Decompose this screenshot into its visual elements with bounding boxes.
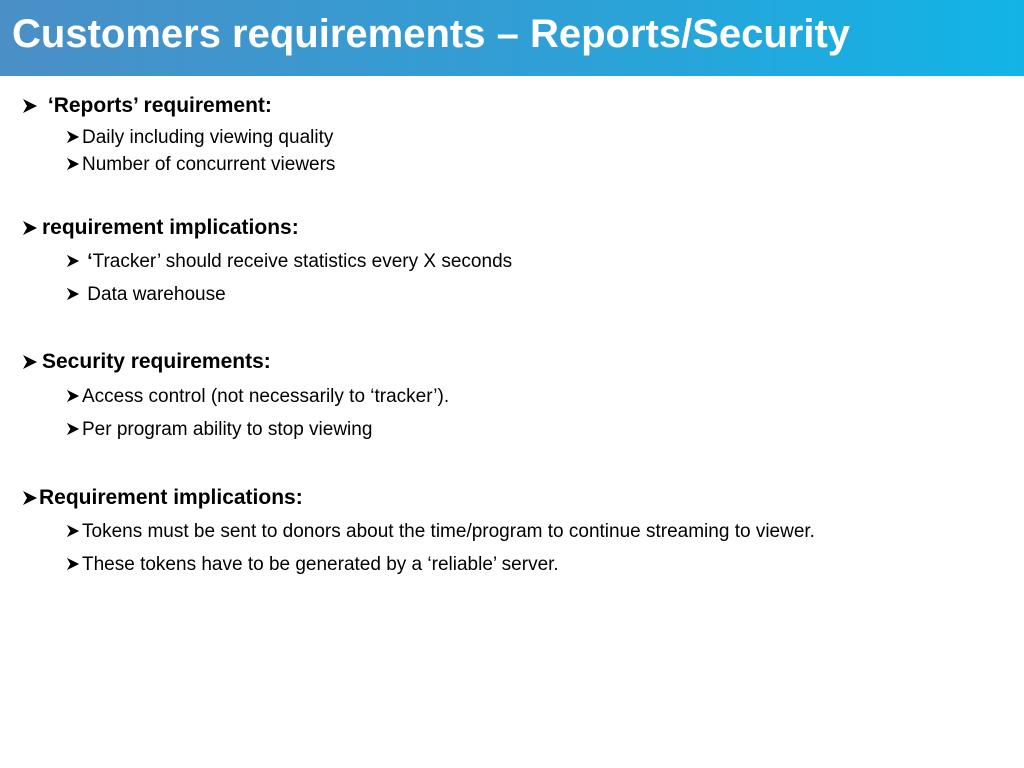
heading-text: Reports’ requirement: [53, 94, 272, 117]
heading-text: Security requirements: [42, 350, 271, 373]
section-heading-implications [22, 214, 299, 242]
slide-title: Customers requirements – Reports/Security [12, 12, 851, 56]
section-heading-security [22, 348, 271, 376]
list-item-text: Per program ability to stop viewing [82, 419, 373, 440]
list-item [66, 383, 449, 411]
list-item [66, 281, 226, 309]
arrowhead-bullet-icon [66, 157, 80, 171]
arrowhead-bullet-icon [66, 389, 80, 403]
item-quote: ‘ [87, 251, 93, 272]
list-item [66, 151, 335, 179]
list-item [66, 416, 372, 444]
arrowhead-bullet-icon [22, 98, 38, 114]
list-item [66, 551, 559, 579]
arrowhead-bullet-icon [66, 422, 80, 436]
list-item-text: Data warehouse [87, 284, 226, 305]
list-item-text: Tokens must be sent to donors about the time/program to continue streaming to viewer. [82, 521, 815, 542]
arrowhead-bullet-icon [66, 524, 80, 538]
list-item-text: Tracker’ should receive statistics every X seconds [92, 251, 513, 272]
heading-quote: ‘ [47, 94, 54, 117]
list-item [66, 248, 512, 276]
arrowhead-bullet-icon [22, 354, 38, 370]
arrowhead-bullet-icon [22, 490, 38, 506]
list-item-text: These tokens have to be generated by a ‘reliable’ server. [82, 554, 559, 575]
arrowhead-bullet-icon [66, 287, 80, 301]
arrowhead-bullet-icon [22, 220, 38, 236]
list-item [66, 518, 815, 546]
heading-text: requirement implications: [42, 216, 299, 239]
title-bar [0, 0, 1024, 76]
section-heading-reports [22, 92, 272, 120]
arrowhead-bullet-icon [66, 130, 80, 144]
list-item [66, 124, 333, 152]
list-item-text: Number of concurrent viewers [82, 154, 336, 175]
list-item-text: Daily including viewing quality [82, 127, 334, 148]
arrowhead-bullet-icon [66, 557, 80, 571]
list-item-text: Access control (not necessarily to ‘tracker’). [82, 386, 450, 407]
section-heading-requirement-implications [22, 484, 303, 512]
heading-text: Requirement implications: [39, 486, 303, 509]
arrowhead-bullet-icon [66, 254, 80, 268]
